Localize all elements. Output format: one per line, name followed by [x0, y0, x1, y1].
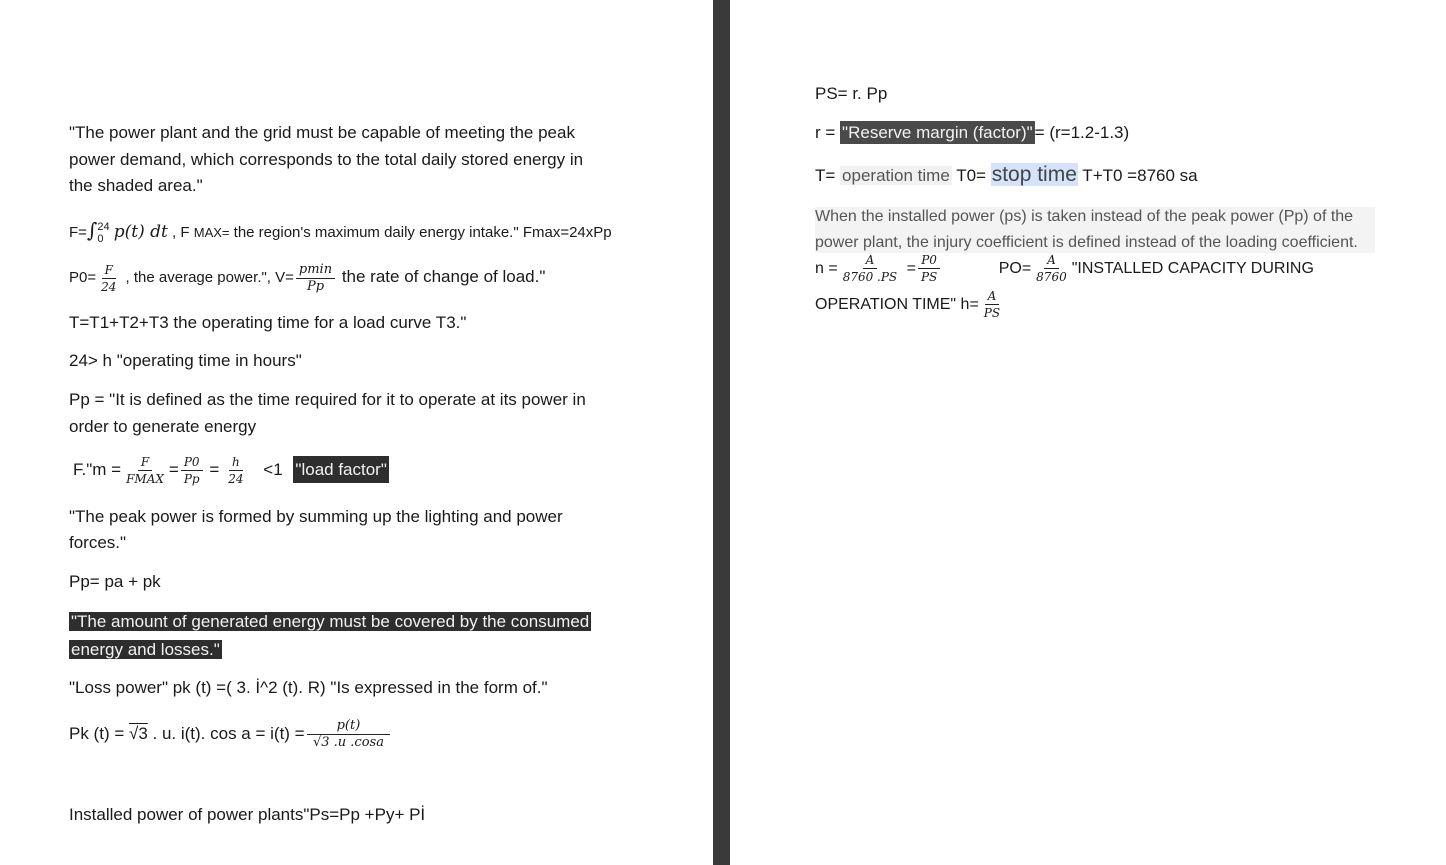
load-factor-equation: F."m = $\frac{F}{\text{FMAX}}$ = $\frac{P0}{Pp}$ = $\frac{h}{24}$ <1 "load factor" [73, 455, 387, 487]
paragraph-line: order to generate energy [69, 417, 257, 436]
stop-time-highlight: stop time [991, 163, 1077, 186]
reserve-margin-line: r = "Reserve margin (factor)" = (r=1.2-1.3) [815, 123, 1130, 142]
paragraph-line: forces." [69, 533, 127, 552]
average-power-equation: P0= $\frac{F}{24}$ , the average power.", V= $\frac{pmin}{Pp}$ the rate of change of load." [69, 261, 546, 294]
note-line: power plant, the injury coefficient is defined instead of the loading coefficient. [815, 234, 1358, 251]
energy-integral-equation: F=∫ 24 0 p(t) dt , F MAX= the region's maximum daily energy intake." Fmax=24xPp [69, 218, 612, 246]
paragraph-line: Pp = "It is defined as the time required for it to operate at its power in [69, 390, 586, 409]
paragraph-line: "The peak power is formed by summing up the lighting and power [69, 507, 563, 526]
paragraph-line: the shaded area." [69, 176, 203, 195]
paragraph-line: power demand, which corresponds to the total daily stored energy in [69, 150, 584, 169]
page-divider [713, 0, 730, 865]
peak-power-sum: Pp= pa + pk [69, 572, 161, 591]
left-document-page [0, 0, 713, 865]
hours-line: 24> h "operating time in hours" [69, 351, 302, 370]
note-line: When the installed power (ps) is taken instead of the peak power (Pp) of the [815, 208, 1354, 225]
highlighted-line: energy and losses." [71, 640, 220, 659]
highlighted-line: "The amount of generated energy must be covered by the consumed [71, 612, 590, 631]
installed-power-line: Installed power of power plants"Ps=Pp +Py+ Pİ [69, 805, 426, 824]
loss-power-line: "Loss power" pk (t) =( 3. İ^2 (t). R) "Is expressed in the form of." [69, 678, 548, 697]
ps-line: PS= r. Pp [815, 84, 888, 103]
load-factor-highlight: "load factor" [293, 456, 388, 483]
reserve-margin-highlight: "Reserve margin (factor)" [842, 123, 1033, 142]
operation-time-line: T= operation time T0= stop time T+T0 =8760 sa [815, 163, 1198, 186]
operating-time-line: T=T1+T2+T3 the operating time for a load curve T3." [69, 313, 467, 332]
operation-time-highlight: operation time [842, 166, 950, 185]
operation-time-equation: OPERATION TIME" h= $\frac{A}{PS}$ [815, 289, 1001, 321]
paragraph-line: "The power plant and the grid must be capable of meeting the peak [69, 123, 575, 142]
coefficient-equation: n = $\frac{A}{8760 .PS}$ = $\frac{P0}{PS}$ PO= $\frac{A}{8760}$ "INSTALLED CAPACITY DURING [815, 253, 1314, 285]
right-document-page [730, 0, 1446, 865]
pk-equation: Pk (t) = √3 . u. i(t). cos a = i(t) = $\frac{p(t)}{√3 .u .\cos a}$ [69, 716, 392, 752]
